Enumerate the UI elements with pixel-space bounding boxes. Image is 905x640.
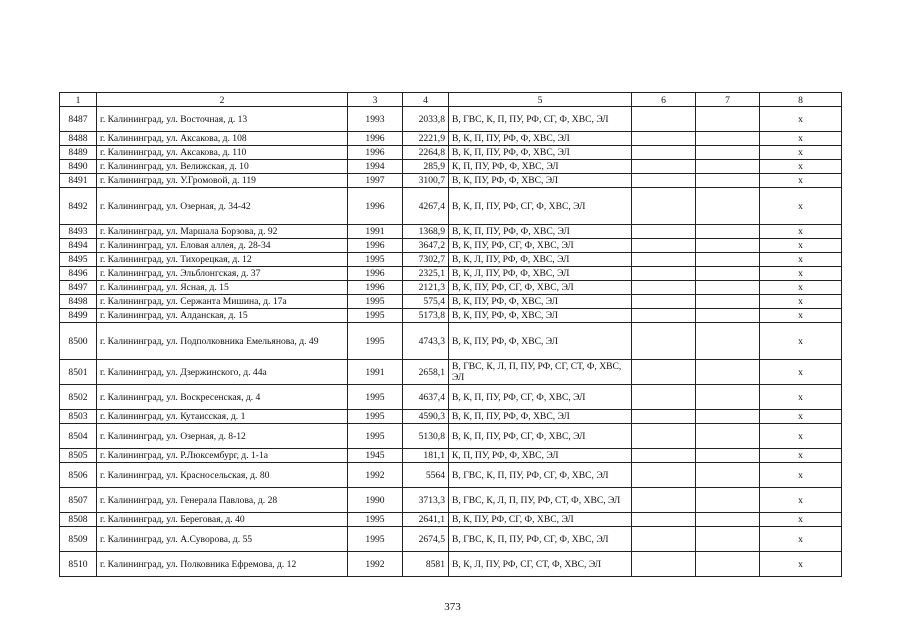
column-6-cell: [632, 385, 696, 410]
year-cell: 1997: [348, 174, 403, 188]
table-row: [60, 385, 842, 410]
area-cell: 2658,1: [403, 360, 449, 385]
column-7-cell: [696, 360, 760, 385]
column-7-cell: [696, 513, 760, 527]
year-cell: 1996: [348, 239, 403, 253]
header-row: [60, 93, 842, 107]
column-7-cell: [696, 385, 760, 410]
services-cell: В, К, ПУ, РФ, СГ, Ф, ХВС, ЭЛ: [449, 513, 632, 527]
year-cell: 1995: [348, 295, 403, 309]
row-number-cell: 8504: [60, 424, 97, 449]
area-cell: 7302,7: [403, 253, 449, 267]
area-cell: 2264,8: [403, 146, 449, 160]
column-6-cell: [632, 488, 696, 513]
address-cell: г. Калининград, ул. Дзержинского, д. 44а: [97, 360, 348, 385]
page-number: 373: [444, 601, 461, 613]
year-cell: 1995: [348, 309, 403, 323]
address-cell: г. Калининград, ул. Подполковника Емельянова, д. 49: [97, 323, 348, 360]
column-7-cell: [696, 295, 760, 309]
address-cell: г. Калининград, ул. Озерная, д. 8-12: [97, 424, 348, 449]
table-row: [60, 188, 842, 225]
year-cell: 1995: [348, 513, 403, 527]
table-row: [60, 424, 842, 449]
column-6-cell: [632, 132, 696, 146]
column-7-cell: [696, 253, 760, 267]
table-row: [60, 225, 842, 239]
year-cell: 1945: [348, 449, 403, 463]
services-cell: В, К, П, ПУ, РФ, Ф, ХВС, ЭЛ: [449, 225, 632, 239]
header-cell: 2: [97, 93, 348, 107]
table-row: [60, 309, 842, 323]
column-8-cell: x: [760, 225, 842, 239]
table-row: [60, 107, 842, 132]
row-number-cell: 8493: [60, 225, 97, 239]
services-cell: В, К, Л, ПУ, РФ, Ф, ХВС, ЭЛ: [449, 253, 632, 267]
services-cell: В, К, ПУ, РФ, Ф, ХВС, ЭЛ: [449, 309, 632, 323]
header-cell: 4: [403, 93, 449, 107]
table-row: [60, 239, 842, 253]
table-row: [60, 281, 842, 295]
table-row: [60, 146, 842, 160]
column-6-cell: [632, 513, 696, 527]
address-cell: г. Калининград, ул. Аксакова, д. 108: [97, 132, 348, 146]
area-cell: 5173,8: [403, 309, 449, 323]
table-row: [60, 132, 842, 146]
column-8-cell: x: [760, 463, 842, 488]
row-number-cell: 8499: [60, 309, 97, 323]
year-cell: 1994: [348, 160, 403, 174]
column-7-cell: [696, 281, 760, 295]
column-8-cell: x: [760, 424, 842, 449]
services-cell: В, К, Л, ПУ, РФ, СГ, СТ, Ф, ХВС, ЭЛ: [449, 552, 632, 577]
column-7-cell: [696, 449, 760, 463]
column-7-cell: [696, 527, 760, 552]
column-8-cell: x: [760, 132, 842, 146]
year-cell: 1996: [348, 188, 403, 225]
housing-register-table: [59, 92, 842, 577]
row-number-cell: 8488: [60, 132, 97, 146]
table-row: [60, 463, 842, 488]
column-6-cell: [632, 552, 696, 577]
column-6-cell: [632, 527, 696, 552]
column-7-cell: [696, 267, 760, 281]
address-cell: г. Калининград, ул. Полковника Ефремова, д. 12: [97, 552, 348, 577]
column-7-cell: [696, 424, 760, 449]
area-cell: 4743,3: [403, 323, 449, 360]
services-cell: К, П, ПУ, РФ, Ф, ХВС, ЭЛ: [449, 160, 632, 174]
address-cell: г. Калининград, ул. Эльблонгская, д. 37: [97, 267, 348, 281]
address-cell: г. Калининград, ул. Озерная, д. 34-42: [97, 188, 348, 225]
services-cell: В, К, П, ПУ, РФ, Ф, ХВС, ЭЛ: [449, 146, 632, 160]
column-8-cell: x: [760, 267, 842, 281]
row-number-cell: 8500: [60, 323, 97, 360]
row-number-cell: 8508: [60, 513, 97, 527]
table-row: [60, 488, 842, 513]
year-cell: 1991: [348, 360, 403, 385]
year-cell: 1992: [348, 463, 403, 488]
year-cell: 1996: [348, 146, 403, 160]
row-number-cell: 8492: [60, 188, 97, 225]
column-8-cell: x: [760, 385, 842, 410]
services-cell: В, К, Л, ПУ, РФ, Ф, ХВС, ЭЛ: [449, 267, 632, 281]
row-number-cell: 8501: [60, 360, 97, 385]
column-6-cell: [632, 160, 696, 174]
column-7-cell: [696, 107, 760, 132]
column-7-cell: [696, 463, 760, 488]
area-cell: 181,1: [403, 449, 449, 463]
address-cell: г. Калининград, ул. Алданская, д. 15: [97, 309, 348, 323]
area-cell: 2033,8: [403, 107, 449, 132]
column-7-cell: [696, 552, 760, 577]
area-cell: 285,9: [403, 160, 449, 174]
services-cell: В, ГВС, К, Л, П, ПУ, РФ, СГ, СТ, Ф, ХВС, ЭЛ: [449, 360, 632, 385]
row-number-cell: 8509: [60, 527, 97, 552]
column-8-cell: x: [760, 253, 842, 267]
services-cell: В, ГВС, К, П, ПУ, РФ, СГ, Ф, ХВС, ЭЛ: [449, 527, 632, 552]
area-cell: 3100,7: [403, 174, 449, 188]
area-cell: 2121,3: [403, 281, 449, 295]
column-8-cell: x: [760, 146, 842, 160]
area-cell: 2674,5: [403, 527, 449, 552]
area-cell: 2221,9: [403, 132, 449, 146]
year-cell: 1995: [348, 527, 403, 552]
table-row: [60, 323, 842, 360]
year-cell: 1995: [348, 323, 403, 360]
table-row: [60, 527, 842, 552]
services-cell: В, К, П, ПУ, РФ, СГ, Ф, ХВС, ЭЛ: [449, 385, 632, 410]
row-number-cell: 8506: [60, 463, 97, 488]
column-6-cell: [632, 323, 696, 360]
row-number-cell: 8498: [60, 295, 97, 309]
column-6-cell: [632, 188, 696, 225]
column-7-cell: [696, 160, 760, 174]
address-cell: г. Калининград, ул. Тихорецкая, д. 12: [97, 253, 348, 267]
area-cell: 5564: [403, 463, 449, 488]
column-6-cell: [632, 360, 696, 385]
services-cell: В, К, ПУ, РФ, СГ, Ф, ХВС, ЭЛ: [449, 281, 632, 295]
table-row: [60, 449, 842, 463]
address-cell: г. Калининград, ул. Велижская, д. 10: [97, 160, 348, 174]
services-cell: К, П, ПУ, РФ, Ф, ХВС, ЭЛ: [449, 449, 632, 463]
column-8-cell: x: [760, 107, 842, 132]
area-cell: 3647,2: [403, 239, 449, 253]
header-cell: 6: [632, 93, 696, 107]
services-cell: В, ГВС, К, П, ПУ, РФ, СГ, Ф, ХВС, ЭЛ: [449, 107, 632, 132]
address-cell: г. Калининград, ул. Р.Люксембург, д. 1-1а: [97, 449, 348, 463]
column-6-cell: [632, 146, 696, 160]
column-6-cell: [632, 281, 696, 295]
table-row: [60, 410, 842, 424]
services-cell: В, К, ПУ, РФ, Ф, ХВС, ЭЛ: [449, 295, 632, 309]
column-8-cell: x: [760, 309, 842, 323]
address-cell: г. Калининград, ул. Генерала Павлова, д. 28: [97, 488, 348, 513]
services-cell: В, К, ПУ, РФ, СГ, Ф, ХВС, ЭЛ: [449, 239, 632, 253]
column-6-cell: [632, 239, 696, 253]
column-8-cell: x: [760, 281, 842, 295]
table-row: [60, 174, 842, 188]
column-8-cell: x: [760, 239, 842, 253]
year-cell: 1991: [348, 225, 403, 239]
header-cell: 3: [348, 93, 403, 107]
column-8-cell: x: [760, 323, 842, 360]
year-cell: 1992: [348, 552, 403, 577]
address-cell: г. Калининград, ул. Воскресенская, д. 4: [97, 385, 348, 410]
address-cell: г. Калининград, ул. Восточная, д. 13: [97, 107, 348, 132]
column-7-cell: [696, 410, 760, 424]
row-number-cell: 8494: [60, 239, 97, 253]
area-cell: 2641,1: [403, 513, 449, 527]
header-cell: 1: [60, 93, 97, 107]
area-cell: 5130,8: [403, 424, 449, 449]
column-6-cell: [632, 449, 696, 463]
row-number-cell: 8489: [60, 146, 97, 160]
column-8-cell: x: [760, 360, 842, 385]
table-row: [60, 295, 842, 309]
column-6-cell: [632, 309, 696, 323]
table-row: [60, 360, 842, 385]
column-6-cell: [632, 424, 696, 449]
column-7-cell: [696, 323, 760, 360]
row-number-cell: 8491: [60, 174, 97, 188]
address-cell: г. Калининград, ул. Маршала Борзова, д. 92: [97, 225, 348, 239]
column-7-cell: [696, 146, 760, 160]
column-6-cell: [632, 107, 696, 132]
column-6-cell: [632, 225, 696, 239]
column-7-cell: [696, 239, 760, 253]
column-8-cell: x: [760, 488, 842, 513]
row-number-cell: 8487: [60, 107, 97, 132]
column-7-cell: [696, 225, 760, 239]
year-cell: 1995: [348, 385, 403, 410]
address-cell: г. Калининград, ул. Красносельская, д. 80: [97, 463, 348, 488]
table-row: [60, 513, 842, 527]
column-6-cell: [632, 295, 696, 309]
address-cell: г. Калининград, ул. Аксакова, д. 110: [97, 146, 348, 160]
row-number-cell: 8497: [60, 281, 97, 295]
header-cell: 8: [760, 93, 842, 107]
address-cell: г. Калининград, ул. Береговая, д. 40: [97, 513, 348, 527]
address-cell: г. Калининград, ул. Сержанта Мишина, д. 17а: [97, 295, 348, 309]
column-6-cell: [632, 267, 696, 281]
column-7-cell: [696, 132, 760, 146]
column-8-cell: x: [760, 513, 842, 527]
services-cell: В, К, ПУ, РФ, Ф, ХВС, ЭЛ: [449, 174, 632, 188]
table-row: [60, 253, 842, 267]
year-cell: 1996: [348, 132, 403, 146]
column-8-cell: x: [760, 174, 842, 188]
column-8-cell: x: [760, 552, 842, 577]
column-7-cell: [696, 309, 760, 323]
services-cell: В, ГВС, К, Л, П, ПУ, РФ, СТ, Ф, ХВС, ЭЛ: [449, 488, 632, 513]
year-cell: 1995: [348, 424, 403, 449]
area-cell: 3713,3: [403, 488, 449, 513]
column-8-cell: x: [760, 188, 842, 225]
column-8-cell: x: [760, 160, 842, 174]
address-cell: г. Калининград, ул. Еловая аллея, д. 28-34: [97, 239, 348, 253]
column-8-cell: x: [760, 527, 842, 552]
area-cell: 1368,9: [403, 225, 449, 239]
column-6-cell: [632, 463, 696, 488]
column-8-cell: x: [760, 449, 842, 463]
year-cell: 1996: [348, 267, 403, 281]
column-7-cell: [696, 174, 760, 188]
header-cell: 7: [696, 93, 760, 107]
row-number-cell: 8505: [60, 449, 97, 463]
year-cell: 1995: [348, 253, 403, 267]
address-cell: г. Калининград, ул. У.Громовой, д. 119: [97, 174, 348, 188]
address-cell: г. Калининград, ул. Ясная, д. 15: [97, 281, 348, 295]
address-cell: г. Калининград, ул. Кутаисская, д. 1: [97, 410, 348, 424]
row-number-cell: 8490: [60, 160, 97, 174]
area-cell: 4637,4: [403, 385, 449, 410]
address-cell: г. Калининград, ул. А.Суворова, д. 55: [97, 527, 348, 552]
header-cell: 5: [449, 93, 632, 107]
table-row: [60, 552, 842, 577]
column-6-cell: [632, 174, 696, 188]
column-7-cell: [696, 188, 760, 225]
column-7-cell: [696, 488, 760, 513]
services-cell: В, К, ПУ, РФ, Ф, ХВС, ЭЛ: [449, 323, 632, 360]
column-6-cell: [632, 410, 696, 424]
row-number-cell: 8510: [60, 552, 97, 577]
table-row: [60, 267, 842, 281]
area-cell: 8581: [403, 552, 449, 577]
services-cell: В, К, П, ПУ, РФ, Ф, ХВС, ЭЛ: [449, 132, 632, 146]
services-cell: В, К, П, ПУ, РФ, СГ, Ф, ХВС, ЭЛ: [449, 188, 632, 225]
year-cell: 1996: [348, 281, 403, 295]
column-6-cell: [632, 253, 696, 267]
row-number-cell: 8496: [60, 267, 97, 281]
area-cell: 4590,3: [403, 410, 449, 424]
row-number-cell: 8502: [60, 385, 97, 410]
table-row: [60, 160, 842, 174]
services-cell: В, К, П, ПУ, РФ, СГ, Ф, ХВС, ЭЛ: [449, 424, 632, 449]
table-body: [60, 107, 842, 577]
column-8-cell: x: [760, 295, 842, 309]
row-number-cell: 8507: [60, 488, 97, 513]
services-cell: В, ГВС, К, П, ПУ, РФ, СГ, Ф, ХВС, ЭЛ: [449, 463, 632, 488]
year-cell: 1995: [348, 410, 403, 424]
year-cell: 1993: [348, 107, 403, 132]
year-cell: 1990: [348, 488, 403, 513]
row-number-cell: 8503: [60, 410, 97, 424]
area-cell: 2325,1: [403, 267, 449, 281]
services-cell: В, К, П, ПУ, РФ, Ф, ХВС, ЭЛ: [449, 410, 632, 424]
row-number-cell: 8495: [60, 253, 97, 267]
area-cell: 4267,4: [403, 188, 449, 225]
area-cell: 575,4: [403, 295, 449, 309]
column-8-cell: x: [760, 410, 842, 424]
